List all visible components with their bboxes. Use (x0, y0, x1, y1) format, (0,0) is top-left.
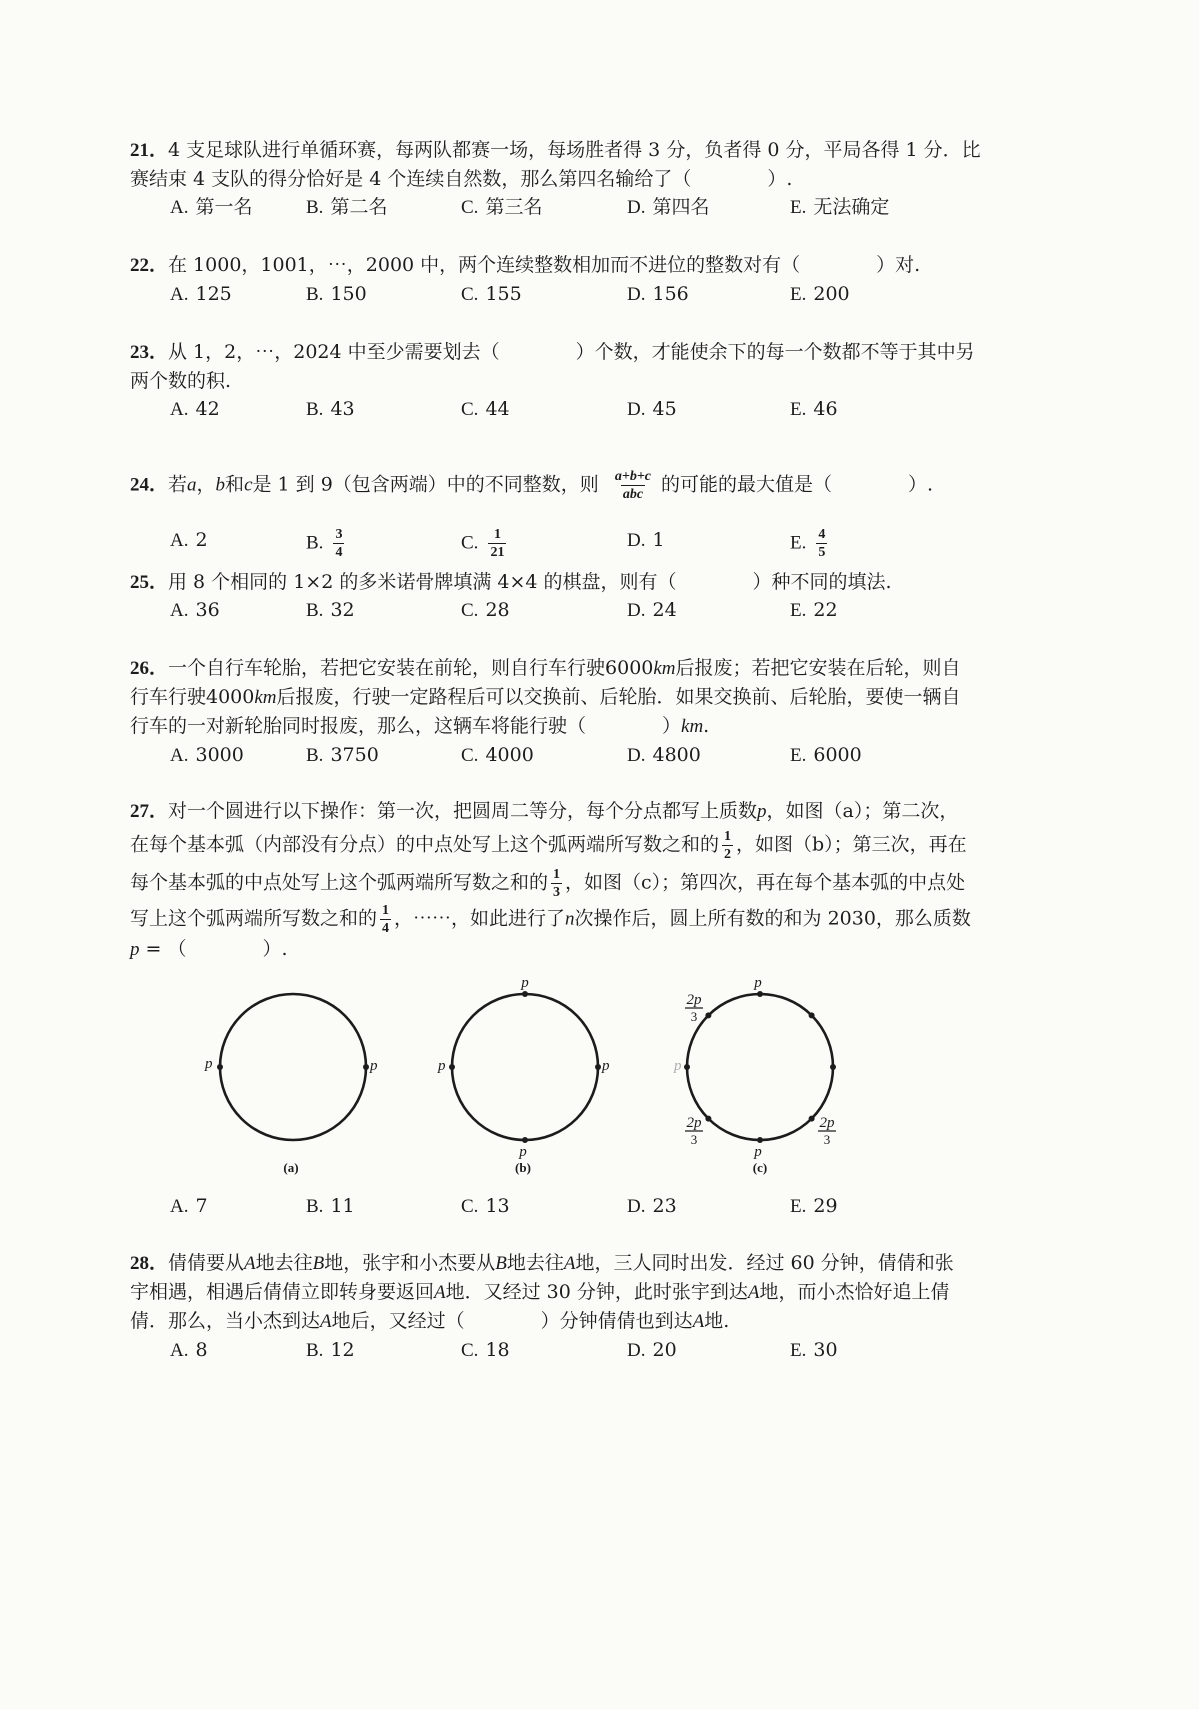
option-label: D. (627, 745, 646, 766)
q21-option-a (170, 194, 253, 220)
question-text: 在每个基本弧（内部没有分点）的中点处写上这个弧两端所写数之和的 (130, 833, 720, 856)
q27-option-e (790, 1193, 838, 1219)
option-label: D. (627, 284, 646, 305)
option-label: E. (790, 532, 807, 554)
math-fraction (613, 469, 653, 502)
q23-option-b (306, 396, 355, 422)
q22-option-b (306, 281, 367, 307)
question-text: 若 (168, 473, 188, 496)
q25-option-c (461, 597, 510, 623)
question-number: 23． (130, 342, 169, 363)
figure-caption-a: (a) (283, 1160, 299, 1175)
math-unit: km (681, 716, 704, 737)
option-label: B. (306, 284, 324, 305)
option-text: 42 (195, 398, 220, 420)
option-label: A. (170, 745, 189, 766)
question-text: 和 (225, 473, 245, 496)
option-text: 第三名 (485, 196, 543, 218)
option-text: 7 (195, 1195, 208, 1217)
q26-option-d (627, 742, 701, 768)
math-variable: n (565, 908, 575, 930)
q27-option-c (461, 1193, 510, 1219)
question-text: 倩．那么，当小杰到达 (130, 1310, 321, 1332)
point-label-left: p (438, 1058, 446, 1074)
question-text: 一个自行车轮胎，若把它安装在前轮，则自行车行驶6000 (168, 657, 654, 679)
option-text: 125 (195, 283, 232, 305)
question-text: 地去往 (255, 1252, 313, 1274)
q21-line-2 (130, 166, 792, 192)
q26-line-1 (130, 655, 961, 681)
option-label: E. (790, 399, 807, 420)
q28-option-d (627, 1337, 677, 1363)
math-variable: p (130, 939, 140, 960)
question-text: 4 支足球队进行单循环赛，每两队都赛一场，每场胜者得 3 分，负者得 0 分，平局各得 1 分．比 (168, 139, 981, 161)
option-label: E. (790, 284, 807, 305)
q27-circle-figures (0, 960, 1199, 1190)
math-variable: a (187, 474, 197, 496)
question-text: 后报废，行驶一定路程后可以交换前、后轮胎．如果交换前、后轮胎，要使一辆自 (276, 686, 961, 708)
point-label-right: p (602, 1058, 610, 1074)
division-point (684, 1064, 690, 1070)
fraction-denominator: 3 (690, 1009, 698, 1024)
question-text: 对一个圆进行以下操作：第一次，把圆周二等分，每个分点都写上质数 (168, 800, 758, 822)
option-label: C. (461, 745, 479, 766)
q24-line-1 (130, 469, 934, 502)
option-label: A. (170, 1196, 189, 1217)
q27-option-b (306, 1193, 355, 1219)
fraction-denominator: 3 (553, 885, 561, 900)
q21-option-b (306, 194, 387, 220)
question-text: ，如图（a）；第二次， (766, 800, 959, 822)
fraction-numerator: 4 (818, 527, 826, 542)
fraction-denominator: 2 (724, 847, 732, 862)
q26-option-b (306, 742, 379, 768)
option-label: D. (627, 1340, 646, 1361)
option-fraction (333, 527, 344, 560)
question-text: 写上这个弧两端所写数之和的 (130, 907, 378, 930)
division-point (449, 1064, 455, 1070)
fraction-numerator: 2p (819, 1115, 835, 1131)
point-label-top: p (754, 975, 762, 991)
point-label-bottom: p (754, 1144, 762, 1160)
option-label: E. (790, 745, 807, 766)
division-point (522, 991, 528, 997)
q27-line-5 (130, 936, 288, 962)
q23-option-c (461, 396, 510, 422)
option-label: E. (790, 1196, 807, 1217)
question-text: 的可能的最大值是（ ）. (661, 473, 934, 496)
option-label: E. (790, 197, 807, 218)
math-variable: A (434, 1282, 446, 1303)
division-point (705, 1012, 711, 1018)
question-number: 27． (130, 801, 169, 822)
q23-option-e (790, 396, 838, 422)
q22-option-c (461, 281, 522, 307)
question-text: 地，三人同时出发．经过 60 分钟，倩倩和张 (575, 1252, 954, 1274)
q28-line-3 (130, 1308, 729, 1334)
option-text: 3000 (195, 744, 244, 766)
math-unit: km (254, 687, 277, 708)
question-text: ，⋯⋯，如此进行了 (394, 907, 566, 930)
q25-option-a (170, 597, 220, 623)
point-label-right: p (370, 1058, 378, 1074)
question-text: 每个基本弧的中点处写上这个弧两端所写数之和的 (130, 871, 549, 894)
option-text: 44 (485, 398, 510, 420)
division-point (757, 1137, 763, 1143)
division-point (217, 1064, 223, 1070)
option-text: 8 (195, 1339, 208, 1361)
option-text: 11 (330, 1195, 355, 1217)
q22-line-1 (130, 252, 920, 278)
option-label: A. (170, 284, 189, 305)
option-label: A. (170, 399, 189, 420)
division-point (809, 1116, 815, 1122)
math-variable: b (215, 474, 226, 496)
option-text: 13 (485, 1195, 510, 1217)
question-number: 22． (130, 255, 169, 276)
point-label-left: p (674, 1058, 682, 1074)
q22-option-e (790, 281, 850, 307)
figure-b (437, 975, 610, 1175)
q25-option-d (627, 597, 677, 623)
math-variable: A (244, 1253, 256, 1274)
q27-line-1 (130, 798, 958, 824)
option-label: A. (170, 600, 189, 621)
math-variable: c (244, 474, 253, 496)
q25-line-1 (130, 569, 892, 595)
q27-line-4 (130, 903, 971, 936)
question-text: 地．又经过 30 分钟，此时张宇到达 (445, 1281, 748, 1303)
option-label: B. (306, 1196, 324, 1217)
fraction-label-lower-right (818, 1115, 836, 1147)
point-label-bottom: p (519, 1144, 527, 1160)
point-label-top: p (521, 975, 529, 991)
q26-option-a (170, 742, 244, 768)
option-fraction (488, 527, 506, 560)
question-text: 用 8 个相同的 1×2 的多米诺骨牌填满 4×4 的棋盘，则有（ ）种不同的填法. (168, 571, 892, 593)
option-text: 4800 (652, 744, 701, 766)
q27-line-2 (130, 829, 967, 862)
math-variable: p (757, 801, 767, 822)
question-text: 地去往 (506, 1252, 564, 1274)
figure-a (204, 994, 378, 1175)
q22-option-a (170, 281, 232, 307)
question-text: 地后，又经过（ ）分钟倩倩也到达 (331, 1310, 693, 1332)
circle-a (220, 994, 366, 1140)
option-text: 12 (330, 1339, 355, 1361)
question-text: 次操作后，圆上所有数的和为 2030，那么质数 (574, 907, 971, 930)
option-label: A. (170, 197, 189, 218)
fraction-numerator: 1 (382, 903, 390, 918)
question-text: = （ ）. (139, 938, 288, 960)
option-label: C. (461, 532, 479, 554)
circle-b (452, 994, 598, 1140)
option-text: 155 (485, 283, 522, 305)
fraction-denominator: 4 (335, 545, 343, 560)
option-text: 23 (652, 1195, 677, 1217)
option-label: B. (306, 197, 324, 218)
option-text: 45 (652, 398, 677, 420)
option-text: 30 (813, 1339, 838, 1361)
fraction-numerator: 1 (724, 829, 732, 844)
question-text: 地，而小杰恰好追上倩 (759, 1281, 950, 1303)
q26-line-3 (130, 713, 709, 739)
option-label: B. (306, 1340, 324, 1361)
question-number: 25． (130, 572, 169, 593)
question-text: 地. (704, 1310, 730, 1332)
q24-option-c (461, 527, 509, 560)
q24-option-b (306, 527, 347, 560)
question-number: 26． (130, 658, 169, 679)
q27-option-a (170, 1193, 208, 1219)
q28-option-c (461, 1337, 510, 1363)
option-text: 43 (330, 398, 355, 420)
math-variable: A (563, 1253, 576, 1274)
option-text: 2 (195, 529, 208, 551)
question-number: 24． (130, 474, 169, 496)
option-text: 3750 (330, 744, 379, 766)
fraction-denominator: 21 (490, 545, 505, 560)
math-variable: A (692, 1311, 705, 1332)
q23-option-a (170, 396, 220, 422)
option-label: B. (306, 399, 324, 420)
question-text: 赛结束 4 支队的得分恰好是 4 个连续自然数，那么第四名输给了（ ）. (130, 168, 793, 190)
figure-c (673, 975, 836, 1175)
math-fraction (722, 829, 733, 862)
math-variable: A (320, 1311, 332, 1332)
option-text: 36 (195, 599, 220, 621)
q27-option-d (627, 1193, 677, 1219)
fraction-numerator: 1 (553, 867, 561, 882)
q23-option-d (627, 396, 677, 422)
fraction-denominator: 3 (690, 1132, 698, 1147)
q24-option-d (627, 527, 665, 553)
q23-line-1 (130, 339, 975, 365)
question-text: 在 1000，1001，⋯，2000 中，两个连续整数相加而不进位的整数对有（ ）对. (168, 254, 921, 276)
question-text: ，如图（c）；第四次，再在每个基本弧的中点处 (565, 871, 966, 894)
question-text: 地，张宇和小杰要从 (324, 1252, 496, 1274)
option-text: 4000 (485, 744, 534, 766)
division-point (809, 1012, 815, 1018)
q21-option-e (790, 194, 889, 220)
option-text: 无法确定 (813, 196, 890, 218)
q28-option-b (306, 1337, 355, 1363)
option-label: C. (461, 197, 479, 218)
question-text: ， (196, 473, 216, 496)
option-text: 第二名 (330, 196, 388, 218)
division-point (522, 1137, 528, 1143)
fraction-numerator: 2p (686, 1115, 702, 1131)
q25-option-b (306, 597, 355, 623)
q26-option-e (790, 742, 862, 768)
q24-option-e (790, 527, 830, 560)
option-label: B. (306, 745, 324, 766)
q23-line-2 (130, 368, 231, 394)
q26-line-2 (130, 684, 961, 710)
fraction-numerator: 1 (493, 527, 501, 542)
q28-line-2 (130, 1279, 950, 1305)
option-label: C. (461, 600, 479, 621)
question-text: 行车的一对新轮胎同时报废，那么，这辆车将能行驶（ ） (130, 715, 682, 737)
option-label: B. (306, 600, 324, 621)
option-text: 22 (813, 599, 838, 621)
division-point (705, 1116, 711, 1122)
option-text: 24 (652, 599, 677, 621)
option-label: A. (170, 530, 189, 551)
option-label: A. (170, 1340, 189, 1361)
fraction-label-upper-left (685, 992, 703, 1024)
q21-line-1 (130, 137, 981, 163)
option-text: 第一名 (195, 196, 253, 218)
fraction-denominator: 3 (823, 1132, 831, 1147)
math-fraction (551, 867, 562, 900)
option-text: 46 (813, 398, 838, 420)
option-label: D. (627, 197, 646, 218)
option-label: C. (461, 1196, 479, 1217)
option-text: 第四名 (652, 196, 710, 218)
q24-option-a (170, 527, 208, 553)
question-text: ，如图（b）；第三次，再在 (736, 833, 967, 856)
option-label: E. (790, 600, 807, 621)
question-text: 后报废；若把它安装在后轮，则自 (675, 657, 961, 679)
figure-caption-c: (c) (752, 1160, 768, 1175)
option-text: 20 (652, 1339, 677, 1361)
math-variable: B (495, 1253, 507, 1274)
fraction-numerator: 2p (686, 992, 702, 1008)
option-label: D. (627, 1196, 646, 1217)
q26-option-c (461, 742, 534, 768)
option-fraction (816, 527, 827, 560)
option-text: 156 (652, 283, 689, 305)
option-text: 6000 (813, 744, 862, 766)
option-text: 200 (813, 283, 850, 305)
question-number: 21． (130, 140, 169, 161)
option-label: D. (627, 399, 646, 420)
question-text: 从 1，2，⋯，2024 中至少需要划去（ ）个数，才能使余下的每一个数都不等于其中另 (168, 341, 975, 363)
division-point (757, 991, 763, 997)
question-number: 28． (130, 1253, 169, 1274)
q27-line-3 (130, 867, 966, 900)
math-variable: B (312, 1253, 325, 1274)
point-label-left: p (205, 1056, 213, 1072)
option-label: C. (461, 1340, 479, 1361)
option-text: 1 (652, 529, 665, 551)
option-text: 150 (330, 283, 367, 305)
option-label: C. (461, 399, 479, 420)
option-label: D. (627, 600, 646, 621)
division-point (363, 1064, 369, 1070)
question-text: 行车行驶4000 (130, 686, 255, 708)
question-text: 宇相遇，相遇后倩倩立即转身要返回 (130, 1281, 435, 1303)
fraction-numerator: a+b+c (614, 469, 652, 484)
option-text: 28 (485, 599, 510, 621)
option-label: E. (790, 1340, 807, 1361)
q21-option-d (627, 194, 710, 220)
question-text: . (703, 715, 710, 737)
math-fraction (380, 903, 391, 936)
option-text: 18 (485, 1339, 510, 1361)
option-text: 29 (813, 1195, 838, 1217)
q22-option-d (627, 281, 689, 307)
q25-option-e (790, 597, 838, 623)
option-label: D. (627, 530, 646, 551)
option-label: C. (461, 284, 479, 305)
question-text: 两个数的积. (130, 370, 232, 392)
division-point (830, 1064, 836, 1070)
fraction-denominator: abc (622, 487, 644, 502)
question-text: 是 1 到 9（包含两端）中的不同整数，则 (252, 473, 599, 496)
division-point (595, 1064, 601, 1070)
math-variable: A (747, 1282, 760, 1303)
q28-option-e (790, 1337, 838, 1363)
option-text: 32 (330, 599, 355, 621)
q28-option-a (170, 1337, 208, 1363)
fraction-numerator: 3 (335, 527, 343, 542)
q21-option-c (461, 194, 542, 220)
question-text: 倩倩要从 (168, 1252, 245, 1274)
q28-line-1 (130, 1250, 954, 1276)
fraction-denominator: 4 (382, 921, 390, 936)
figure-caption-b: (b) (515, 1160, 531, 1175)
fraction-denominator: 5 (818, 545, 826, 560)
option-label: B. (306, 532, 324, 554)
math-unit: km (653, 658, 676, 679)
fraction-label-lower-left (685, 1115, 703, 1147)
